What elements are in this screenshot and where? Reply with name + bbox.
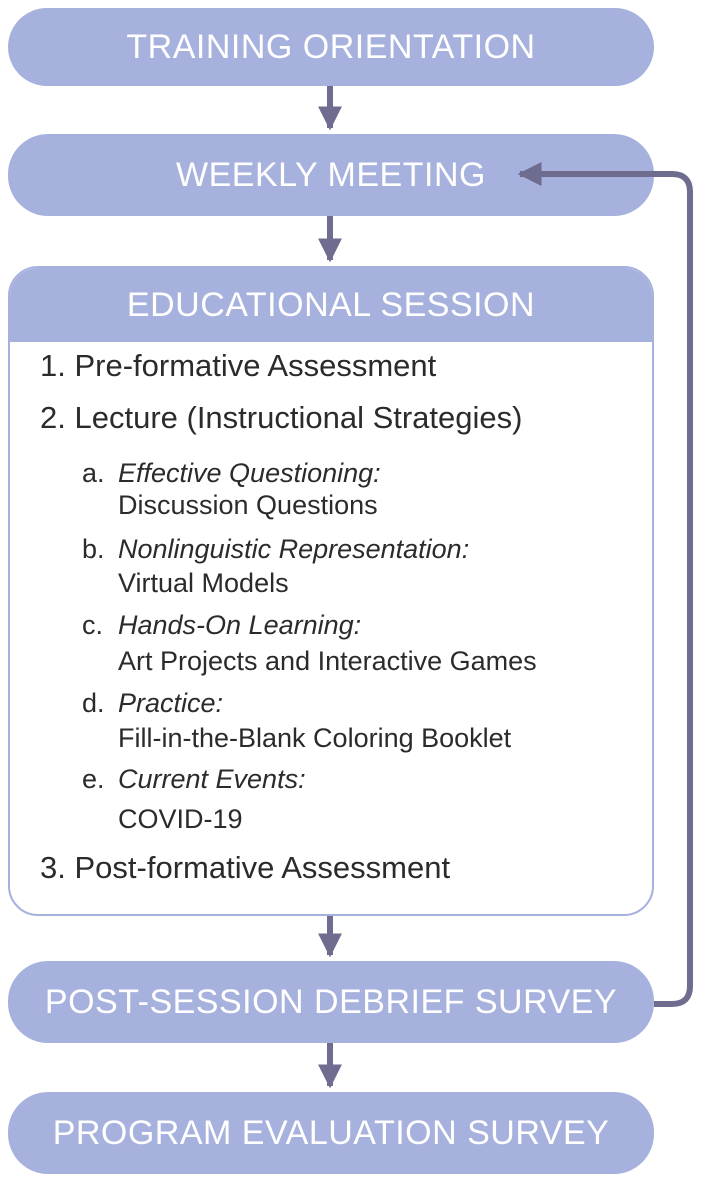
session-item-text: Pre-formative Assessment <box>74 348 437 383</box>
strategy-name: Nonlinguistic Representation: <box>118 534 470 564</box>
arrow-debrief-loop-to-weekly <box>520 174 690 1004</box>
strategy-name: Current Events: <box>118 764 306 794</box>
session-item-number: 1. <box>40 348 66 383</box>
educational-session-title: EDUCATIONAL SESSION <box>126 285 536 324</box>
session-item-text: Lecture (Instructional Strategies) <box>74 400 523 435</box>
session-item-number: 2. <box>40 400 66 435</box>
strategy-letter: c. <box>82 610 104 640</box>
strategy-d-detail: Fill-in-the-Blank Coloring Booklet <box>118 723 512 753</box>
strategy-letter: e. <box>82 764 105 794</box>
strategy-name: Effective Questioning: <box>118 458 381 488</box>
strategy-c-detail: Art Projects and Interactive Games <box>118 646 537 676</box>
strategy-a-detail: Discussion Questions <box>118 490 378 520</box>
strategy-b-detail: Virtual Models <box>118 568 289 598</box>
program-evaluation-survey-label: PROGRAM EVALUATION SURVEY <box>52 1113 610 1152</box>
strategy-letter: a. <box>82 458 105 488</box>
post-session-debrief-survey-label: POST-SESSION DEBRIEF SURVEY <box>44 982 618 1021</box>
session-item-number: 3. <box>40 850 66 885</box>
strategy-name: Hands-On Learning: <box>118 610 362 640</box>
strategy-e-detail: COVID-19 <box>118 804 243 834</box>
strategy-letter: d. <box>82 688 105 718</box>
training-orientation-label: TRAINING ORIENTATION <box>126 27 536 66</box>
session-item-text: Post-formative Assessment <box>74 850 451 885</box>
strategy-letter: b. <box>82 534 105 564</box>
weekly-meeting-label: WEEKLY MEETING <box>176 155 486 194</box>
strategy-name: Practice: <box>118 688 224 718</box>
